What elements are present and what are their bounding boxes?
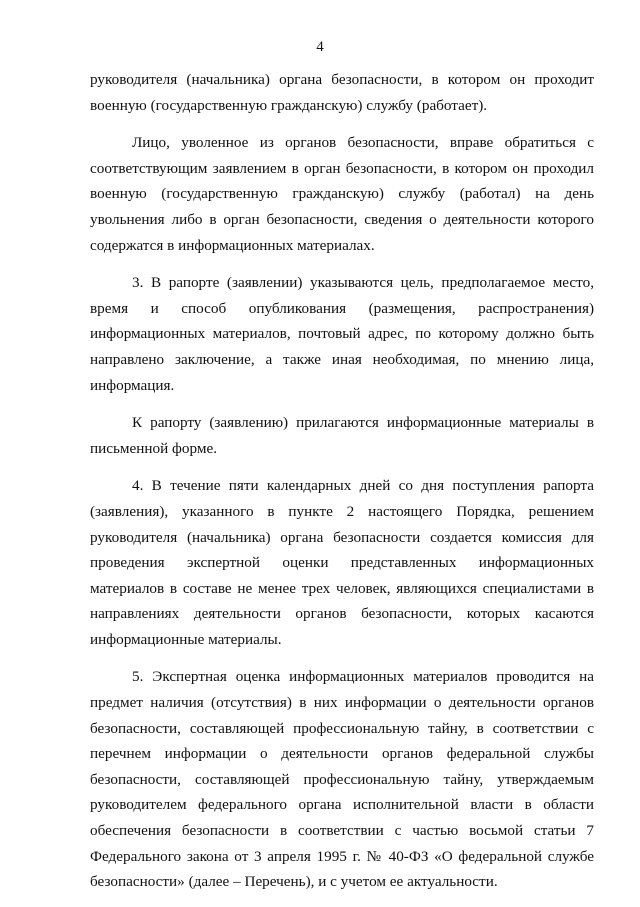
page-number: 4 xyxy=(316,39,324,55)
document-body xyxy=(90,67,594,907)
paragraph-continuation: руководителя (начальника) органа безопасности, в котором он проходит военную (государственную гражданскую) службу (работает). xyxy=(90,71,594,114)
paragraph-item-3: 3. В рапорте (заявлении) указываются цель, предполагаемое место, время и способ опубликования (размещения, распространения) информационных материалов, почтовый адрес, по которому должно быть направлено заключение, а также иная необходимая, по мнению лица, информация. xyxy=(90,274,594,394)
paragraph-item-4: 4. В течение пяти календарных дней со дня поступления рапорта (заявления), указанного в пункте 2 настоящего Порядка, решением руководителя (начальника) органа безопасности создается комиссия для проведения экспертной оценки представленных информационных материалов в составе не менее трех человек, являющихся специалистами в направлениях деятельности органов безопасности, которых касаются информационные материалы. xyxy=(90,477,594,648)
paragraph-attachment: К рапорту (заявлению) прилагаются информационные материалы в письменной форме. xyxy=(90,414,594,457)
paragraph-dismissed-person: Лицо, уволенное из органов безопасности, вправе обратиться с соответствующим заявлением в орган безопасности, в котором он проходил военную (государственную гражданскую) службу (работал) на день увольнения либо в орган безопасности, сведения о деятельности которого содержатся в информационных материалах. xyxy=(90,134,594,254)
paragraph-item-5: 5. Экспертная оценка информационных материалов проводится на предмет наличия (отсутствия) в них информации о деятельности органов безопасности, составляющей профессиональную тайну, в соответствии с перечнем информации о деятельности органов федеральной службы безопасности, составляющей профессиональную тайну, утверждаемым руководителем федерального органа исполнительной власти в области обеспечения безопасности в соответствии с частью восьмой статьи 7 Федерального закона от 3 апреля 1995 г. № 40-ФЗ «О федеральной службе безопасности» (далее – Перечень), и с учетом ее актуальности. xyxy=(90,668,594,891)
